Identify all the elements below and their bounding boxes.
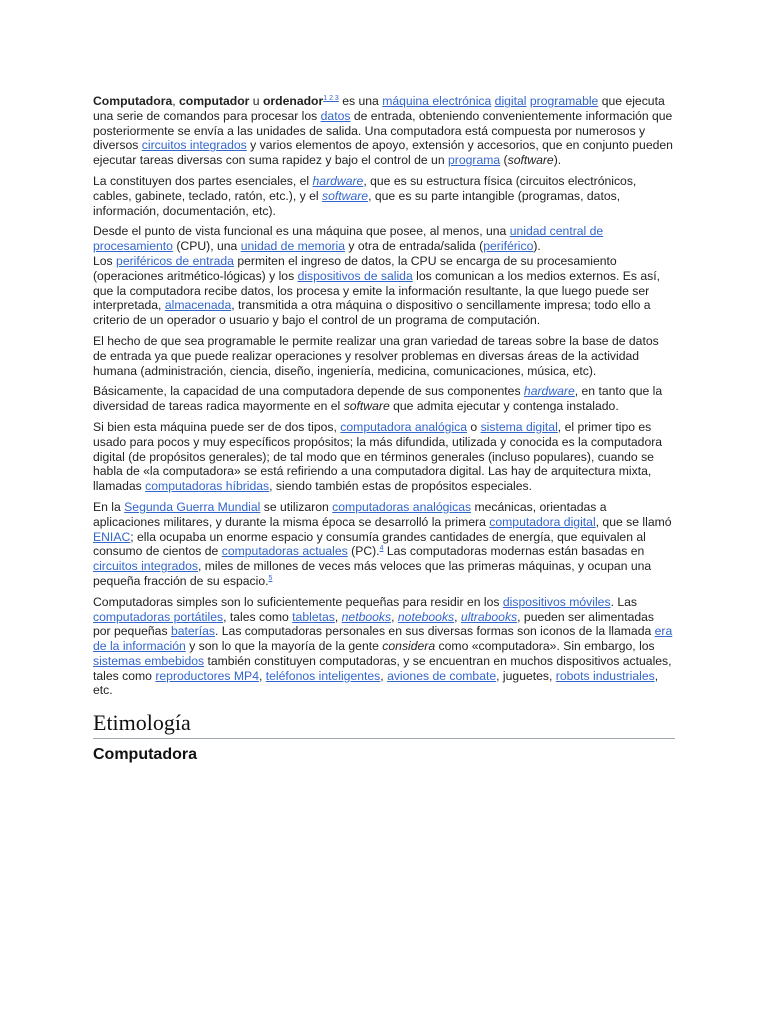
term-computador: computador: [179, 94, 250, 108]
section-heading-etimologia: Etimología: [93, 710, 675, 739]
link-telefonos-inteligentes[interactable]: teléfonos inteligentes: [265, 668, 381, 683]
paragraph-programable: El hecho de que sea programable le permite realizar una gran variedad de tareas sobre la base de datos de entrada ya que puede realizar operaciones y resolver problemas en diversas áreas de la actividad humana (administración, ciencia, diseño, ingeniería, medicina, comunicaciones, música, etc).: [93, 333, 659, 378]
link-tabletas[interactable]: tabletas: [292, 609, 335, 624]
link-maquina-electronica[interactable]: máquina electrónica: [382, 94, 492, 108]
link-dispositivos-moviles[interactable]: dispositivos móviles: [502, 594, 611, 609]
link-circuitos-integrados-2[interactable]: circuitos integrados: [93, 559, 198, 574]
link-segunda-guerra-mundial[interactable]: Segunda Guerra Mundial: [124, 499, 261, 514]
link-computadoras-hibridas[interactable]: computadoras híbridas: [145, 479, 270, 494]
term-ordenador: ordenador: [262, 94, 324, 108]
link-almacenada[interactable]: almacenada: [164, 298, 232, 313]
link-reproductores-mp4[interactable]: reproductores MP4: [155, 668, 259, 683]
term-computadora: Computadora: [93, 94, 173, 108]
reference-5[interactable]: 5: [268, 574, 273, 582]
link-eniac[interactable]: ENIAC: [93, 529, 131, 544]
intro-paragraph: Computadora, computador u ordenador$^{1 2 3}$ es una máquina electrónica digital programable que ejecuta una serie de comandos para procesar los datos de entrada, obteniendo convenientemente información que posteriormente se envía a las unidades de salida. Una computadora está compuesta por numerosos y diversos circuitos integrados y varios elementos de apoyo, extensión y accesorios, que en conjunto pueden ejecutar tareas diversas con suma rapidez y bajo el control de un programa (software).: [93, 94, 673, 168]
link-hardware[interactable]: hardware: [312, 173, 364, 188]
reference-123[interactable]: 1 2 3: [323, 94, 339, 102]
link-computadora-digital[interactable]: computadora digital: [489, 514, 596, 529]
link-programable[interactable]: programable: [529, 94, 599, 108]
link-unidad-memoria[interactable]: unidad de memoria: [240, 239, 346, 254]
paragraph-historia: En la Segunda Guerra Mundial se utilizaron computadoras analógicas mecánicas, orientadas a aplicaciones militares, y durante la misma época se desarrolló la primera computadora digital, que se llamó ENIAC; ella ocupaba un enorme espacio y consumía grandes cantidades de energía, que equivalen al consumo de cientos de computadoras actuales (PC).$^4$ Las computadoras modernas están basadas en circuitos integrados, miles de millones de veces más veloces que las primeras máquinas, y ocupan una pequeña fracción de su espacio.$^5$: [93, 499, 672, 588]
link-datos[interactable]: datos: [320, 108, 351, 123]
link-hardware-2[interactable]: hardware: [523, 384, 575, 399]
link-perifericos-entrada[interactable]: periféricos de entrada: [116, 253, 234, 268]
link-baterias[interactable]: baterías: [170, 624, 215, 639]
link-dispositivos-salida[interactable]: dispositivos de salida: [297, 268, 413, 283]
paragraph-funcional: Desde el punto de vista funcional es una máquina que posee, al menos, una unidad central de procesamiento (CPU), una unidad de memoria y otra de entrada/salida (periférico). Los periféricos de entrada permiten el ingreso de datos, la CPU se encarga de su procesamiento (operaciones aritmético-lógicas) y los dispositivos de salida los comunican a los medios externos. Es así, que la computadora recibe datos, los procesa y emite la información resultante, la que luego puede ser interpretada, almacenada, transmitida a otra máquina o dispositivo o sencillamente impresa; todo ello a criterio de un operador o usuario y bajo el control de un programa de computación.: [93, 224, 660, 328]
link-unidad-central[interactable]: unidad central de procesamiento: [93, 224, 604, 254]
link-computadoras-analogicas[interactable]: computadoras analógicas: [332, 499, 472, 514]
paragraph-partes: La constituyen dos partes esenciales, el hardware, que es su estructura física (circuitos electrónicos, cables, gabinete, teclado, ratón, etc.), y el software, que es su parte intangible (programas, datos, información, documentación, etc).: [93, 173, 637, 218]
paragraph-simples: Computadoras simples son lo suficientemente pequeñas para residir en los dispositivos móviles. Las computadoras portátiles, tales como tabletas, netbooks, notebooks, ultrabooks, pueden ser alimentadas por pequeñas baterías. Las computadoras personales en sus diversas formas son iconos de la llamada era de la información y son lo que la mayoría de la gente considera como «computadora». Sin embargo, los sistemas embebidos también constituyen computadoras, y se encuentran en muchos dispositivos actuales, tales como reproductores MP4, teléfonos inteligentes, aviones de combate, juguetes, robots industriales, etc.: [93, 594, 673, 698]
link-sistema-digital[interactable]: sistema digital: [480, 419, 558, 434]
link-era-informacion[interactable]: era de la información: [93, 624, 673, 654]
paragraph-tipos: Si bien esta máquina puede ser de dos tipos, computadora analógica o sistema digital, el primer tipo es usado para pocos y muy específicos propósitos; la más difundida, utilizada y conocida es la computadora digital (de propósitos generales); de tal modo que en términos generales (incluso populares), cuando se habla de «la computadora» se está refiriendo a una computadora digital. Las hay de arquitectura mixta, llamadas computadoras híbridas, siendo también estas de propósitos especiales.: [93, 419, 663, 494]
paragraph-capacidad: Básicamente, la capacidad de una computadora depende de sus componentes hardware, en tanto que la diversidad de tareas radica mayormente en el software que admita ejecutar y contenga instalado.: [93, 384, 663, 414]
reference-4[interactable]: 4: [379, 545, 384, 553]
link-computadoras-portatiles[interactable]: computadoras portátiles: [93, 609, 224, 624]
link-software[interactable]: software: [322, 188, 369, 203]
article-body: [93, 94, 675, 765]
link-digital[interactable]: digital: [494, 94, 527, 108]
link-programa[interactable]: programa: [448, 153, 501, 168]
link-sistemas-embebidos[interactable]: sistemas embebidos: [93, 653, 205, 668]
link-circuitos-integrados[interactable]: circuitos integrados: [141, 138, 247, 153]
link-periferico[interactable]: periférico: [483, 239, 534, 254]
link-robots-industriales[interactable]: robots industriales: [555, 668, 655, 683]
link-ultrabooks[interactable]: ultrabooks: [460, 609, 518, 624]
link-aviones-combate[interactable]: aviones de combate: [387, 668, 497, 683]
link-netbooks[interactable]: netbooks: [341, 609, 392, 624]
link-notebooks[interactable]: notebooks: [397, 609, 455, 624]
link-computadoras-actuales[interactable]: computadoras actuales: [221, 544, 348, 559]
subsection-heading-computadora: Computadora: [93, 746, 197, 764]
link-computadora-analogica[interactable]: computadora analógica: [340, 419, 467, 434]
